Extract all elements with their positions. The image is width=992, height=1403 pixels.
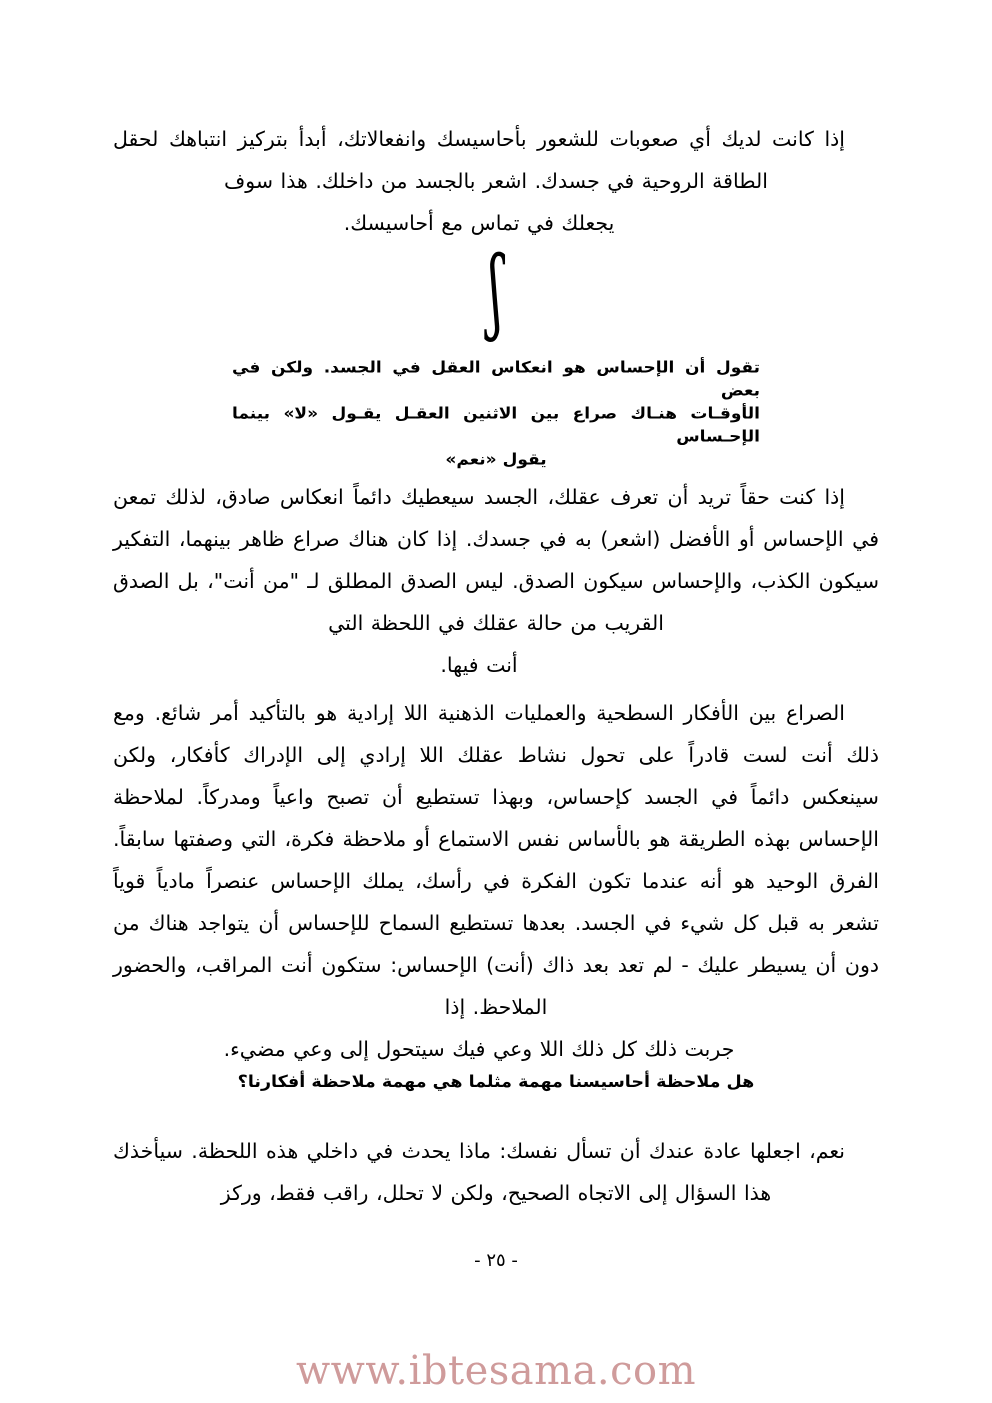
decorative-flourish-icon: ʃ [489,237,503,345]
site-watermark: www.ibtesama.com [295,1348,697,1394]
paragraph-2 [113,476,879,686]
paragraph-3-text: الصراع بين الأفكار السطحية والعمليات الذهنية اللا إرادية هو بالتأكيد أمر شائع. ومع ذلك أنت لست قادراً على تحول نشاط عقلك اللا إرادي إلى الإدراك كأفكار، ولكن سينعكس دائماً في الجسد كإحساس، وبهذا تستطيع أن تصبح واعياً ومدركاً. لملاحظة الإحساس بهذه الطريقة هو بالأساس نفس الاستماع أو ملاحظة فكرة، التي وصفتها سابقاً. الفرق الوحيد هو أنه عندما تكون الفكرة في رأسك، يملك الإحساس عنصراً مادياً قوياً تشعر به قبل كل شيء في الجسد. بعدها تستطيع السماح للإحساس أن يتواجد هناك من دون أن يسيطر عليك - لم تعد بعد ذاك (أنت) الإحساس: ستكون أنت المراقب، والحضور الملاحظ. إذا [113,701,879,1019]
pull-quote-line-1: تقول أن الإحساس هو انعكاس العقل في الجسد. ولكن في بعض [232,358,760,401]
paragraph-4 [113,1130,879,1214]
ornament-container [0,237,992,345]
paragraph-2-last-line: أنت فيها. [440,653,518,677]
paragraph-1-text: إذا كانت لديك أي صعوبات للشعور بأحاسيسك وانفعالاتك، أبدأ بتركيز انتباهك لحقل الطاقة الروحية في جسدك. اشعر بالجسد من داخلك. هذا سوف [113,127,845,193]
pull-quote-line-2: الأوقـات هنـاك صراع بين الاثنين العقـل يقـول «لا» بينما الإحـساس [232,404,760,447]
inline-question: هل ملاحظة أحاسيسنا مهمة مثلما هي مهمة ملاحظة أفكارنا؟ [237,1072,755,1092]
pull-quote-line-3: يقول «نعم» [445,450,547,470]
paragraph-1 [113,118,879,244]
paragraph-3 [113,692,879,1070]
page-number: - ٢٥ - [474,1250,518,1271]
paragraph-3-last-line: جربت ذلك كل ذلك اللا وعي فيك سيتحول إلى وعي مضيء. [223,1037,735,1061]
pull-quote [232,357,760,472]
paragraph-4-text: نعم، اجعلها عادة عندك أن تسأل نفسك: ماذا يحدث في داخلي هذه اللحظة. سيأخذك هذا السؤال إلى الاتجاه الصحيح، ولكن لا تحلل، راقب فقط، وركز [113,1139,845,1205]
paragraph-2-text: إذا كنت حقاً تريد أن تعرف عقلك، الجسد سيعطيك دائماً انعكاس صادق، لذلك تمعن في الإحساس أو الأفضل (اشعر) به في جسدك. إذا كان هناك صراع ظاهر بينهما، التفكير سيكون الكذب، والإحساس سيكون الصدق. ليس الصدق المطلق لـ "من أنت"، بل الصدق القريب من حالة عقلك في اللحظة التي [113,485,879,635]
paragraph-1-last-line: يجعلك في تماس مع أحاسيسك. [343,211,615,235]
